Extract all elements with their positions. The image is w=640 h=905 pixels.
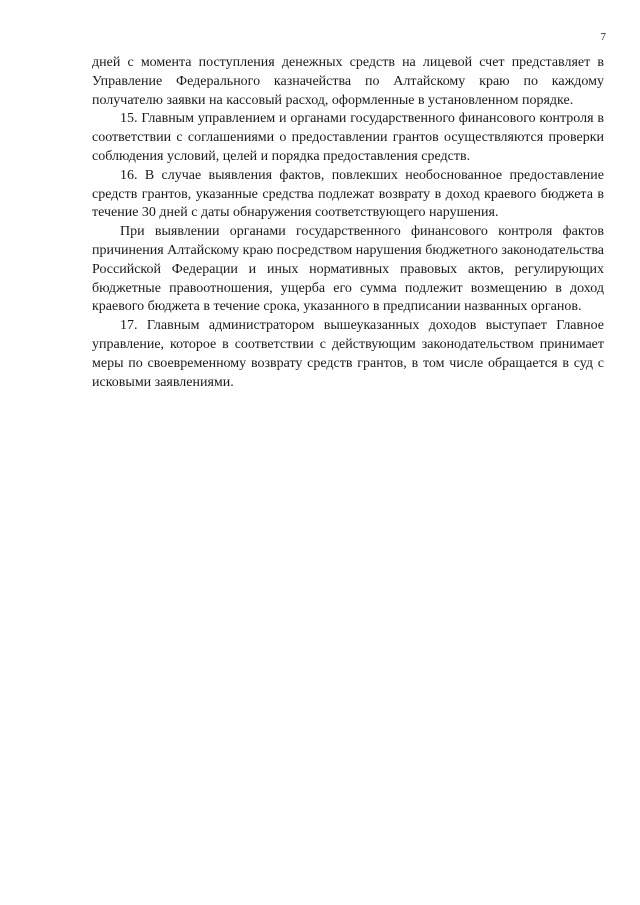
paragraph-continuation: дней с момента поступления денежных средств на лицевой счет представляет в Управление Федерального казначейства по Алтайскому краю по каждому получателю заявки на кассовый расход, оформленные в установленном порядке.: [92, 55, 604, 108]
page-number: 7: [600, 31, 606, 43]
document-body: [92, 54, 604, 392]
paragraph-17: 17. Главным администратором вышеуказанных доходов выступает Главное управление, которое в соответствии с действующим законодательством принимает меры по своевременному возврату средств грантов, в том числе обращается в суд с исковыми заявлениями.: [92, 318, 604, 390]
paragraph-16-damage: При выявлении органами государственного финансового контроля фактов причинения Алтайскому краю посредством нарушения бюджетного законодательства Российской Федерации и иных нормативных правовых актов, регулирующих бюджетные правоотношения, ущерба его сумма подлежит возмещению в доход краевого бюджета в течение срока, указанного в предписании названных органов.: [92, 224, 604, 315]
paragraph-15: 15. Главным управлением и органами государственного финансового контроля в соответствии с соглашениями о предоставлении грантов осуществляются проверки соблюдения условий, целей и порядка предоставления средств.: [92, 111, 604, 164]
paragraph-16: 16. В случае выявления фактов, повлекших необоснованное предоставление средств грантов, указанные средства подлежат возврату в доход краевого бюджета в течение 30 дней с даты обнаружения соответствующего нарушения.: [92, 167, 604, 221]
